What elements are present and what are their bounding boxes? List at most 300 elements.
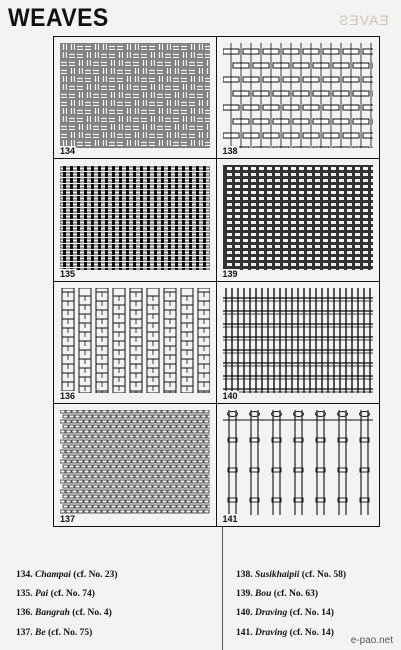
weave-stroke bbox=[174, 470, 179, 473]
weave-stroke bbox=[323, 179, 328, 182]
weave-stroke bbox=[235, 173, 240, 176]
weave-stroke bbox=[70, 220, 73, 225]
weave-stroke bbox=[243, 203, 248, 206]
weave-stroke bbox=[70, 232, 73, 237]
weave-stroke bbox=[197, 148, 204, 149]
weave-stroke bbox=[90, 440, 95, 443]
weave-stroke bbox=[108, 440, 113, 443]
weave-stroke bbox=[175, 208, 178, 213]
weave-stroke bbox=[347, 233, 352, 236]
weave-stroke bbox=[204, 440, 209, 443]
weave-stroke bbox=[371, 185, 373, 188]
plate-number: 135 bbox=[60, 268, 76, 279]
weave-stroke bbox=[189, 465, 194, 468]
weave-stroke bbox=[140, 220, 143, 225]
weave-stroke bbox=[196, 238, 199, 243]
weave-stroke bbox=[99, 465, 104, 468]
weave-stroke bbox=[133, 196, 136, 201]
weave-stroke bbox=[283, 173, 288, 176]
weave-stroke bbox=[363, 209, 368, 212]
weave-stroke bbox=[114, 460, 119, 463]
weave-stroke bbox=[153, 495, 158, 498]
weave-stroke bbox=[203, 196, 206, 201]
weave-stroke bbox=[77, 214, 80, 219]
weave-stroke bbox=[339, 239, 344, 242]
weave-stroke bbox=[102, 470, 107, 473]
weave-stroke bbox=[315, 167, 320, 170]
weave-stroke bbox=[189, 485, 194, 488]
weave-stroke bbox=[126, 226, 129, 231]
weave-stroke bbox=[133, 244, 136, 249]
weave-stroke bbox=[363, 185, 368, 188]
weave-stroke bbox=[98, 166, 101, 171]
weave-stroke bbox=[168, 420, 173, 423]
weave-stroke bbox=[363, 203, 368, 206]
weave-stroke bbox=[129, 485, 134, 488]
weave-stroke bbox=[111, 505, 116, 508]
weave-stroke bbox=[99, 485, 104, 488]
weave-stroke bbox=[299, 239, 304, 242]
weave-stroke bbox=[61, 52, 68, 59]
weave-stroke bbox=[267, 209, 272, 212]
weave-stroke bbox=[203, 256, 206, 261]
weave-stroke bbox=[77, 262, 80, 267]
weave-stroke bbox=[355, 209, 360, 212]
weave-stroke bbox=[60, 470, 65, 473]
weave-stroke bbox=[235, 167, 240, 170]
weave-stroke bbox=[84, 470, 89, 473]
weave-stroke bbox=[112, 268, 115, 270]
weave-stroke bbox=[168, 470, 173, 473]
weave-stroke bbox=[363, 105, 373, 110]
weave-stroke bbox=[207, 475, 210, 478]
weave-stroke bbox=[102, 500, 107, 503]
weave-stroke bbox=[283, 257, 288, 260]
weave-stroke bbox=[275, 263, 280, 266]
weave-stroke bbox=[182, 268, 185, 270]
weave-stroke bbox=[147, 226, 150, 231]
weave-stroke bbox=[192, 440, 197, 443]
plate-number: 140 bbox=[222, 390, 238, 401]
weave-stroke bbox=[347, 179, 352, 182]
weave-stroke bbox=[120, 490, 125, 493]
weave-stroke bbox=[259, 245, 264, 248]
weave-stroke bbox=[70, 226, 73, 231]
weave-stroke bbox=[78, 450, 83, 453]
weave-stroke bbox=[154, 232, 157, 237]
weave-stroke bbox=[323, 215, 328, 218]
weave-stroke bbox=[114, 470, 119, 473]
weave-stroke bbox=[150, 490, 155, 493]
weave-stroke bbox=[173, 52, 180, 59]
weave-stroke bbox=[77, 244, 80, 249]
weave-stroke bbox=[141, 445, 146, 448]
weave-stroke bbox=[363, 233, 368, 236]
weave-stroke bbox=[189, 166, 192, 171]
weave-stroke bbox=[117, 425, 122, 428]
weave-stroke bbox=[72, 480, 77, 483]
weave-stroke bbox=[132, 510, 137, 513]
weave-stroke bbox=[259, 227, 264, 230]
weave-stroke bbox=[117, 415, 122, 418]
weave-stroke bbox=[331, 221, 336, 224]
weave-stroke bbox=[120, 450, 125, 453]
weave-stroke bbox=[105, 172, 108, 177]
weave-stroke bbox=[174, 490, 179, 493]
weave-stroke bbox=[63, 455, 68, 458]
weave-stroke bbox=[147, 250, 150, 255]
weave-stroke bbox=[171, 435, 176, 438]
weave-stroke bbox=[140, 172, 143, 177]
weave-stroke bbox=[171, 415, 176, 418]
weave-stroke bbox=[186, 420, 191, 423]
weave-stroke bbox=[371, 191, 373, 194]
weave-stroke bbox=[259, 257, 264, 260]
weave-stroke bbox=[168, 256, 171, 261]
weave-stroke bbox=[283, 209, 288, 212]
weave-stroke bbox=[339, 221, 344, 224]
weave-stroke bbox=[93, 148, 100, 149]
weave-stroke bbox=[78, 500, 83, 503]
weave-illustration-139 bbox=[223, 165, 373, 270]
weave-stroke bbox=[243, 245, 248, 248]
weave-stroke bbox=[105, 244, 108, 249]
weave-stroke bbox=[307, 215, 312, 218]
weave-stroke bbox=[102, 460, 107, 463]
weave-stroke bbox=[119, 256, 122, 261]
weave-stroke bbox=[69, 52, 76, 59]
weave-stroke bbox=[204, 470, 209, 473]
weave-stroke bbox=[112, 256, 115, 261]
weave-stroke bbox=[192, 430, 197, 433]
weave-stroke bbox=[275, 221, 280, 224]
weave-stroke bbox=[119, 262, 122, 267]
weave-stroke bbox=[112, 178, 115, 183]
weave-stroke bbox=[207, 455, 210, 458]
weave-stroke bbox=[201, 445, 206, 448]
weave-stroke bbox=[75, 445, 80, 448]
weave-stroke bbox=[323, 227, 328, 230]
weave-stroke bbox=[339, 167, 344, 170]
weave-stroke bbox=[307, 251, 312, 254]
weave-stroke bbox=[189, 208, 192, 213]
weave-stroke bbox=[105, 475, 110, 478]
weave-stroke bbox=[363, 179, 368, 182]
weave-stroke bbox=[138, 470, 143, 473]
weave-stroke bbox=[315, 245, 320, 248]
weave-stroke bbox=[77, 268, 80, 270]
weave-stroke bbox=[96, 440, 101, 443]
weave-stroke bbox=[251, 185, 256, 188]
weave-stroke bbox=[363, 239, 368, 242]
weave-stroke bbox=[162, 430, 167, 433]
weave-stroke bbox=[204, 420, 209, 423]
weave-stroke bbox=[140, 214, 143, 219]
weave-stroke bbox=[78, 420, 83, 423]
weave-stroke bbox=[182, 244, 185, 249]
weave-stroke bbox=[196, 214, 199, 219]
weave-stroke bbox=[141, 475, 146, 478]
weave-stroke bbox=[182, 208, 185, 213]
weave-stroke bbox=[175, 238, 178, 243]
weave-stroke bbox=[283, 245, 288, 248]
weave-stroke bbox=[323, 239, 328, 242]
weave-stroke bbox=[175, 226, 178, 231]
weave-stroke bbox=[331, 215, 336, 218]
weave-stroke bbox=[81, 475, 86, 478]
weave-stroke bbox=[259, 185, 264, 188]
weave-stroke bbox=[84, 268, 87, 270]
weave-stroke bbox=[112, 172, 115, 177]
weave-stroke bbox=[291, 257, 296, 260]
weave-stroke bbox=[371, 221, 373, 224]
weave-stroke bbox=[171, 425, 176, 428]
weave-stroke bbox=[299, 245, 304, 248]
weave-stroke bbox=[186, 470, 191, 473]
weave-stroke bbox=[108, 430, 113, 433]
weave-stroke bbox=[102, 450, 107, 453]
weave-stroke bbox=[275, 227, 280, 230]
weave-stroke bbox=[183, 455, 188, 458]
weave-stroke bbox=[70, 256, 73, 261]
weave-stroke bbox=[132, 460, 137, 463]
weave-stroke bbox=[189, 148, 196, 149]
weave-stroke bbox=[196, 202, 199, 207]
weave-stroke bbox=[87, 475, 92, 478]
weave-stroke bbox=[347, 173, 352, 176]
weave-stroke bbox=[159, 495, 164, 498]
weave-stroke bbox=[161, 184, 164, 189]
weave-stroke bbox=[91, 214, 94, 219]
weave-stroke bbox=[175, 202, 178, 207]
weave-stroke bbox=[150, 440, 155, 443]
weave-stroke bbox=[147, 475, 152, 478]
weave-stroke bbox=[196, 256, 199, 261]
weave-stroke bbox=[299, 233, 304, 236]
weave-stroke bbox=[133, 262, 136, 267]
weave-stroke bbox=[138, 450, 143, 453]
weave-stroke bbox=[323, 185, 328, 188]
plate-136 bbox=[54, 282, 217, 404]
weave-stroke bbox=[150, 430, 155, 433]
weave-stroke bbox=[267, 167, 272, 170]
weave-stroke bbox=[173, 44, 180, 51]
weave-stroke bbox=[291, 179, 296, 182]
weave-stroke bbox=[154, 244, 157, 249]
weave-stroke bbox=[339, 191, 344, 194]
weave-stroke bbox=[144, 480, 149, 483]
weave-stroke bbox=[156, 430, 161, 433]
weave-stroke bbox=[144, 440, 149, 443]
weave-stroke bbox=[307, 263, 312, 266]
weave-stroke bbox=[205, 52, 211, 59]
weave-stroke bbox=[165, 505, 170, 508]
weave-stroke bbox=[371, 173, 373, 176]
weave-stroke bbox=[339, 257, 344, 260]
weave-stroke bbox=[98, 262, 101, 267]
weave-stroke bbox=[70, 190, 73, 195]
weave-stroke bbox=[196, 190, 199, 195]
weave-stroke bbox=[251, 227, 256, 230]
weave-stroke bbox=[189, 226, 192, 231]
weave-stroke bbox=[140, 184, 143, 189]
weave-stroke bbox=[91, 202, 94, 207]
caption-139: 139. Bou (cf. No. 63) bbox=[236, 589, 319, 599]
weave-stroke bbox=[69, 475, 74, 478]
weave-stroke bbox=[126, 450, 131, 453]
weave-stroke bbox=[275, 197, 280, 200]
weave-stroke bbox=[150, 470, 155, 473]
weave-stroke bbox=[138, 490, 143, 493]
weave-stroke bbox=[147, 262, 150, 267]
weave-stroke bbox=[315, 263, 320, 266]
weave-stroke bbox=[126, 262, 129, 267]
weave-stroke bbox=[141, 435, 146, 438]
weave-stroke bbox=[243, 215, 248, 218]
weave-stroke bbox=[315, 185, 320, 188]
weave-stroke bbox=[189, 232, 192, 237]
weave-stroke bbox=[243, 269, 248, 270]
weave-stroke bbox=[126, 430, 131, 433]
weave-stroke bbox=[72, 440, 77, 443]
weave-stroke bbox=[235, 233, 240, 236]
weave-stroke bbox=[283, 221, 288, 224]
weave-stroke bbox=[196, 226, 199, 231]
weave-stroke bbox=[105, 505, 110, 508]
weave-stroke bbox=[267, 197, 272, 200]
weave-stroke bbox=[162, 500, 167, 503]
weave-stroke bbox=[77, 208, 80, 213]
weave-stroke bbox=[98, 190, 101, 195]
weave-stroke bbox=[339, 209, 344, 212]
weave-stroke bbox=[315, 179, 320, 182]
weave-stroke bbox=[283, 203, 288, 206]
weave-stroke bbox=[182, 178, 185, 183]
plates-grid bbox=[53, 36, 380, 527]
weave-stroke bbox=[90, 450, 95, 453]
weave-stroke bbox=[165, 435, 170, 438]
weave-stroke bbox=[69, 485, 74, 488]
weave-stroke bbox=[291, 233, 296, 236]
weave-stroke bbox=[132, 410, 137, 413]
weave-stroke bbox=[189, 196, 192, 201]
weave-stroke bbox=[227, 203, 232, 206]
weave-stroke bbox=[161, 268, 164, 270]
weave-stroke bbox=[203, 184, 206, 189]
weave-stroke bbox=[99, 425, 104, 428]
weave-stroke bbox=[132, 440, 137, 443]
weave-stroke bbox=[61, 76, 68, 83]
caption-137: 137. Be (cf. No. 75) bbox=[16, 628, 93, 638]
weave-stroke bbox=[182, 202, 185, 207]
weave-stroke bbox=[114, 510, 119, 513]
weave-stroke bbox=[307, 203, 312, 206]
weave-stroke bbox=[119, 190, 122, 195]
weave-stroke bbox=[154, 268, 157, 270]
weave-stroke bbox=[90, 500, 95, 503]
weave-stroke bbox=[66, 440, 71, 443]
weave-stroke bbox=[105, 485, 110, 488]
weave-stroke bbox=[186, 450, 191, 453]
weave-stroke bbox=[165, 148, 172, 149]
weave-stroke bbox=[196, 250, 199, 255]
weave-stroke bbox=[291, 191, 296, 194]
weave-stroke bbox=[154, 166, 157, 171]
weave-stroke bbox=[227, 257, 232, 260]
weave-stroke bbox=[186, 500, 191, 503]
weave-stroke bbox=[198, 510, 203, 513]
weave-stroke bbox=[339, 233, 344, 236]
weave-stroke bbox=[117, 505, 122, 508]
weave-stroke bbox=[138, 420, 143, 423]
weave-stroke bbox=[259, 173, 264, 176]
weave-stroke bbox=[198, 490, 203, 493]
weave-stroke bbox=[275, 209, 280, 212]
weave-stroke bbox=[75, 495, 80, 498]
weave-stroke bbox=[99, 415, 104, 418]
weave-stroke bbox=[84, 184, 87, 189]
weave-stroke bbox=[156, 450, 161, 453]
weave-stroke bbox=[96, 490, 101, 493]
weave-stroke bbox=[339, 269, 344, 270]
weave-stroke bbox=[111, 455, 116, 458]
weave-stroke bbox=[63, 256, 66, 261]
weave-stroke bbox=[182, 214, 185, 219]
weave-stroke bbox=[135, 435, 140, 438]
plate-141 bbox=[217, 404, 380, 526]
weave-stroke bbox=[141, 465, 146, 468]
weave-stroke bbox=[153, 505, 158, 508]
weave-stroke bbox=[69, 465, 74, 468]
weave-stroke bbox=[192, 470, 197, 473]
weave-stroke bbox=[119, 250, 122, 255]
weave-stroke bbox=[195, 505, 200, 508]
weave-stroke bbox=[156, 440, 161, 443]
weave-stroke bbox=[371, 251, 373, 254]
weave-stroke bbox=[98, 172, 101, 177]
weave-stroke bbox=[157, 148, 164, 149]
weave-stroke bbox=[168, 166, 171, 171]
weave-stroke bbox=[198, 480, 203, 483]
weave-stroke bbox=[161, 232, 164, 237]
weave-stroke bbox=[186, 490, 191, 493]
weave-stroke bbox=[204, 430, 209, 433]
weave-stroke bbox=[138, 430, 143, 433]
weave-stroke bbox=[331, 263, 336, 266]
weave-stroke bbox=[177, 495, 182, 498]
weave-stroke bbox=[84, 208, 87, 213]
weave-stroke bbox=[108, 490, 113, 493]
weave-stroke bbox=[161, 220, 164, 225]
weave-stroke bbox=[75, 415, 80, 418]
weave-stroke bbox=[275, 179, 280, 182]
weave-stroke bbox=[112, 166, 115, 171]
weave-stroke bbox=[355, 167, 360, 170]
weave-stroke bbox=[307, 269, 312, 270]
weave-stroke bbox=[165, 485, 170, 488]
weave-stroke bbox=[235, 245, 240, 248]
weave-stroke bbox=[98, 178, 101, 183]
weave-stroke bbox=[283, 269, 288, 270]
weave-stroke bbox=[150, 450, 155, 453]
weave-stroke bbox=[307, 209, 312, 212]
weave-stroke bbox=[168, 172, 171, 177]
weave-stroke bbox=[355, 221, 360, 224]
weave-stroke bbox=[207, 435, 210, 438]
weave-stroke bbox=[135, 455, 140, 458]
weave-stroke bbox=[70, 238, 73, 243]
weave-stroke bbox=[133, 208, 136, 213]
